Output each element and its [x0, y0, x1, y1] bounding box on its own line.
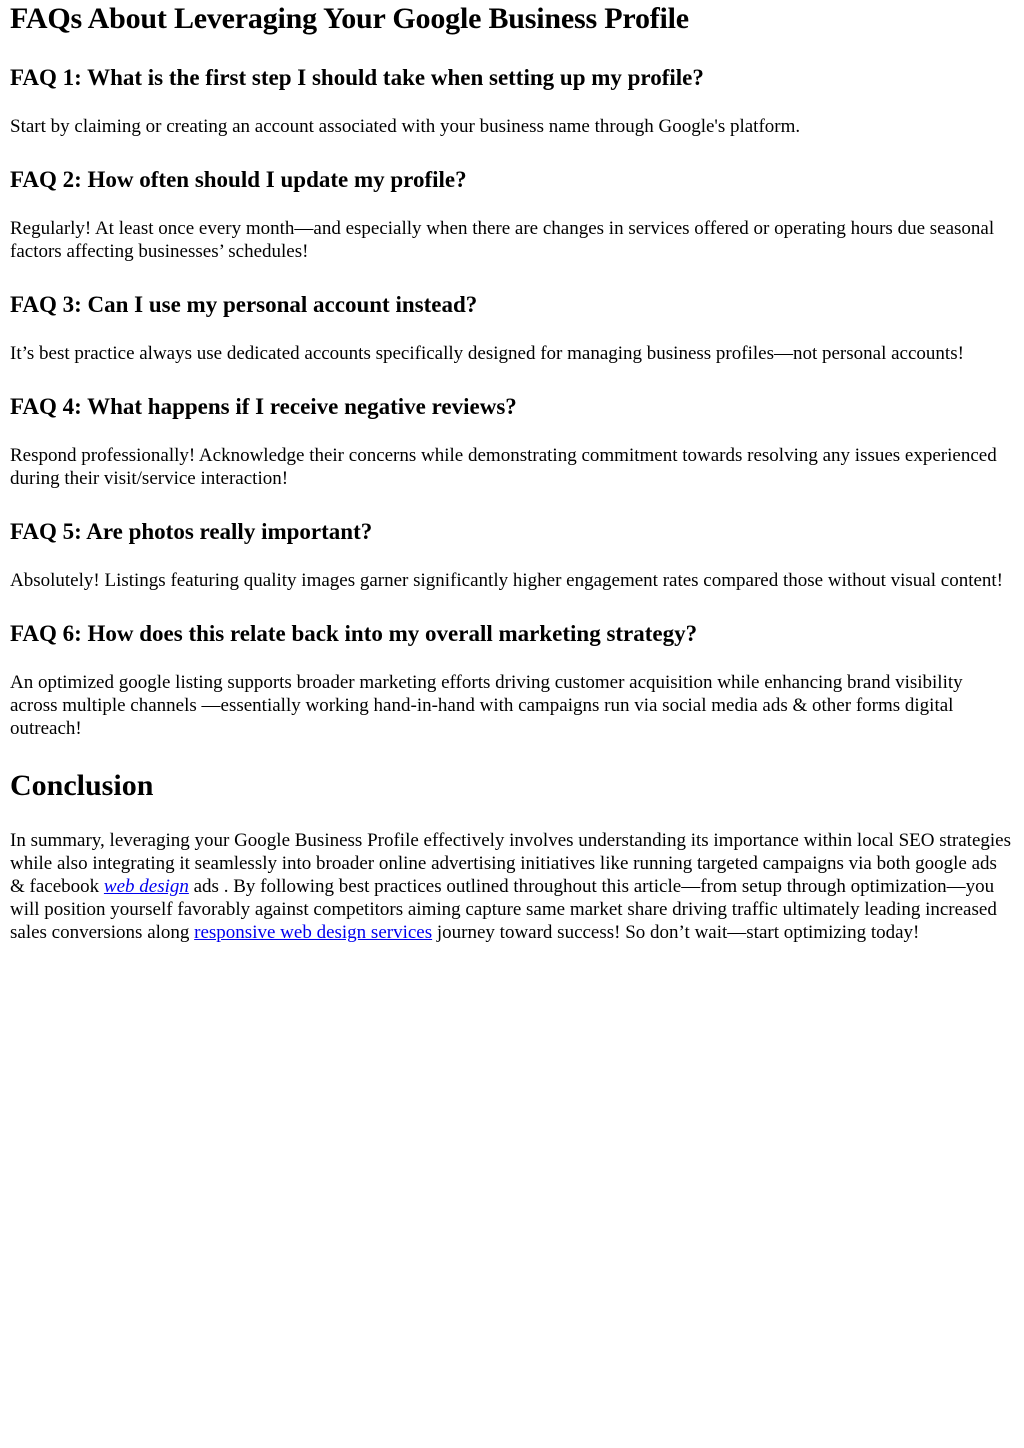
faq-2-question: FAQ 2: How often should I update my profile?	[10, 167, 467, 192]
faq-2-answer: Regularly! At least once every month—and especially when there are changes in services offered or operating hours due seasonal factors affecting businesses’ schedules!	[10, 218, 995, 262]
conclusion-text-3: journey toward success! So don’t wait—start optimizing today!	[432, 922, 920, 943]
faq-5-answer: Absolutely! Listings featuring quality images garner significantly higher engagement rates compared those without visual content!	[10, 570, 1004, 591]
faq-6-question: FAQ 6: How does this relate back into my overall marketing strategy?	[10, 621, 698, 646]
faq-3-answer: It’s best practice always use dedicated accounts specifically designed for managing business profiles—not personal accounts!	[10, 343, 964, 364]
faq-6-answer: An optimized google listing supports broader marketing efforts driving customer acquisition while enhancing brand visibility across multiple channels —essentially working hand-in-hand with campaigns run via social media ads & other forms digital outreach!	[10, 672, 963, 739]
conclusion-heading: Conclusion	[10, 769, 154, 802]
conclusion-paragraph	[10, 829, 1014, 944]
faq-1-answer: Start by claiming or creating an account associated with your business name through Google's platform.	[10, 116, 801, 137]
faq-5-question: FAQ 5: Are photos really important?	[10, 519, 373, 544]
faq-4-question: FAQ 4: What happens if I receive negative reviews?	[10, 394, 517, 419]
responsive-web-design-services-link[interactable]: responsive web design services	[194, 922, 433, 943]
document-page	[0, 2, 1024, 944]
faq-4-answer: Respond professionally! Acknowledge their concerns while demonstrating commitment towards resolving any issues experienced during their visit/service interaction!	[10, 445, 997, 489]
web-design-link[interactable]: web design	[103, 876, 189, 897]
page-title: FAQs About Leveraging Your Google Business Profile	[10, 2, 689, 35]
faq-3-question: FAQ 3: Can I use my personal account instead?	[10, 292, 478, 317]
conclusion-text-2: ads . By following best practices outlined throughout this article—from setup through optimization—you will position yourself favorably against competitors aiming capture same market share driving traffic ultimately leading increased sales conversions along	[10, 876, 997, 943]
conclusion-text-1: In summary, leveraging your Google Business Profile effectively involves understanding its importance within local SEO strategies while also integrating it seamlessly into broader online advertising initiatives like running targeted campaigns via both google ads & facebook	[10, 830, 1011, 897]
faq-1-question: FAQ 1: What is the first step I should take when setting up my profile?	[10, 65, 704, 90]
